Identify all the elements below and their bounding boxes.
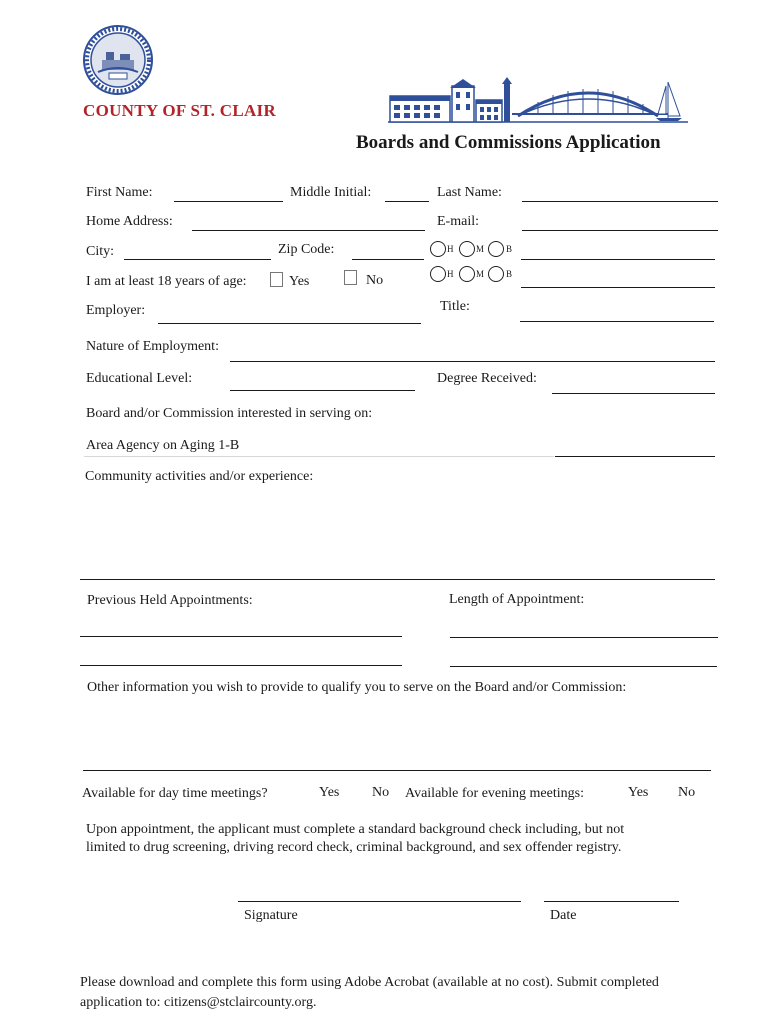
first-name-field[interactable] bbox=[174, 184, 282, 200]
phone1-business-radio[interactable] bbox=[488, 241, 504, 257]
phone1-home-label: H bbox=[447, 244, 454, 254]
age-no-label: No bbox=[366, 273, 384, 288]
length-of-appointment-label: Length of Appointment: bbox=[449, 592, 585, 607]
evening-meetings-yes-option[interactable]: Yes bbox=[628, 785, 649, 800]
nature-of-employment-field[interactable] bbox=[230, 344, 714, 360]
length-of-appointment-1-underline bbox=[450, 637, 718, 638]
day-meetings-no-option[interactable]: No bbox=[372, 785, 390, 800]
educational-level-label: Educational Level: bbox=[86, 371, 193, 386]
phone2-business-label: B bbox=[506, 269, 513, 279]
zip-code-label: Zip Code: bbox=[278, 242, 335, 257]
last-name-label: Last Name: bbox=[437, 185, 502, 200]
phone2-field[interactable] bbox=[521, 270, 714, 286]
age-no-checkbox[interactable] bbox=[344, 270, 357, 285]
educational-level-underline bbox=[230, 390, 415, 391]
board-interest-label: Board and/or Commission interested in serving on: bbox=[86, 406, 373, 421]
phone1-underline bbox=[521, 259, 715, 260]
phone2-mobile-radio[interactable] bbox=[459, 266, 475, 282]
county-name: COUNTY OF ST. CLAIR bbox=[83, 101, 277, 120]
community-activities-field[interactable] bbox=[84, 488, 714, 574]
signature-label: Signature bbox=[244, 908, 298, 923]
middle-initial-field[interactable] bbox=[385, 184, 428, 200]
bridge-illustration bbox=[388, 76, 688, 124]
phone2-home-label: H bbox=[447, 269, 454, 279]
evening-meetings-label: Available for evening meetings: bbox=[405, 786, 584, 801]
nature-of-employment-label: Nature of Employment: bbox=[86, 339, 219, 354]
home-address-field[interactable] bbox=[192, 213, 424, 229]
employer-label: Employer: bbox=[86, 303, 146, 318]
phone1-field[interactable] bbox=[521, 242, 714, 258]
educational-level-field[interactable] bbox=[230, 373, 414, 389]
degree-received-field[interactable] bbox=[552, 376, 714, 392]
degree-received-underline bbox=[552, 393, 715, 394]
previous-appointment-2-underline bbox=[80, 665, 402, 666]
nature-of-employment-underline bbox=[230, 361, 715, 362]
date-line[interactable] bbox=[544, 901, 679, 902]
evening-meetings-no-option[interactable]: No bbox=[678, 785, 696, 800]
community-activities-underline bbox=[80, 579, 715, 580]
home-address-label: Home Address: bbox=[86, 214, 173, 229]
phone2-business-radio[interactable] bbox=[488, 266, 504, 282]
phone2-mobile-label: M bbox=[476, 269, 485, 279]
city-field[interactable] bbox=[124, 242, 270, 258]
zip-code-field[interactable] bbox=[352, 242, 423, 258]
date-label: Date bbox=[550, 908, 577, 923]
form-title: Boards and Commissions Application bbox=[356, 132, 661, 153]
board-interest-field-border bbox=[84, 456, 554, 457]
age-yes-checkbox[interactable] bbox=[270, 272, 283, 287]
phone1-mobile-label: M bbox=[476, 244, 485, 254]
other-information-label: Other information you wish to provide to qualify you to serve on the Board and/or Commission: bbox=[87, 680, 627, 695]
phone1-mobile-radio[interactable] bbox=[459, 241, 475, 257]
signature-line[interactable] bbox=[238, 901, 521, 902]
last-name-underline bbox=[522, 201, 718, 202]
background-check-notice-line2: limited to drug screening, driving record check, criminal background, and sex offender registry. bbox=[86, 840, 622, 855]
title-underline bbox=[520, 321, 714, 322]
middle-initial-underline bbox=[385, 201, 429, 202]
email-field[interactable] bbox=[522, 213, 717, 229]
middle-initial-label: Middle Initial: bbox=[290, 185, 372, 200]
first-name-underline bbox=[174, 201, 283, 202]
employer-field[interactable] bbox=[158, 306, 420, 322]
board-interest-value[interactable]: Area Agency on Aging 1-B bbox=[86, 438, 240, 453]
county-seal-logo bbox=[82, 24, 154, 96]
length-of-appointment-1-field[interactable] bbox=[450, 620, 717, 636]
previous-appointment-2-field[interactable] bbox=[80, 648, 401, 664]
phone2-underline bbox=[521, 287, 715, 288]
length-of-appointment-2-field[interactable] bbox=[450, 649, 716, 665]
age-label: I am at least 18 years of age: bbox=[86, 274, 247, 289]
board-interest-underline bbox=[555, 456, 715, 457]
age-yes-label: Yes bbox=[289, 274, 310, 289]
previous-appointment-1-field[interactable] bbox=[80, 619, 401, 635]
degree-received-label: Degree Received: bbox=[437, 371, 537, 386]
previous-appointments-label: Previous Held Appointments: bbox=[87, 593, 253, 608]
other-information-field[interactable] bbox=[84, 700, 710, 764]
employer-underline bbox=[158, 323, 421, 324]
phone2-home-radio[interactable] bbox=[430, 266, 446, 282]
city-underline bbox=[124, 259, 271, 260]
other-information-underline bbox=[83, 770, 711, 771]
previous-appointment-1-underline bbox=[80, 636, 402, 637]
last-name-field[interactable] bbox=[522, 184, 717, 200]
phone1-home-radio[interactable] bbox=[430, 241, 446, 257]
day-meetings-yes-option[interactable]: Yes bbox=[319, 785, 340, 800]
footer-instructions-line1: Please download and complete this form using Adobe Acrobat (available at no cost). Submit completed bbox=[80, 975, 659, 990]
zip-code-underline bbox=[352, 259, 424, 260]
title-label: Title: bbox=[440, 299, 470, 314]
home-address-underline bbox=[192, 230, 425, 231]
first-name-label: First Name: bbox=[86, 185, 153, 200]
background-check-notice-line1: Upon appointment, the applicant must complete a standard background check including, but not bbox=[86, 822, 625, 837]
email-label: E-mail: bbox=[437, 214, 479, 229]
footer-instructions-line2: application to: citizens@stclaircounty.org. bbox=[80, 995, 317, 1010]
day-meetings-label: Available for day time meetings? bbox=[82, 786, 268, 801]
email-underline bbox=[522, 230, 718, 231]
title-field[interactable] bbox=[520, 304, 713, 320]
length-of-appointment-2-underline bbox=[450, 666, 717, 667]
community-activities-label: Community activities and/or experience: bbox=[85, 469, 314, 484]
city-label: City: bbox=[86, 244, 115, 259]
phone1-business-label: B bbox=[506, 244, 513, 254]
